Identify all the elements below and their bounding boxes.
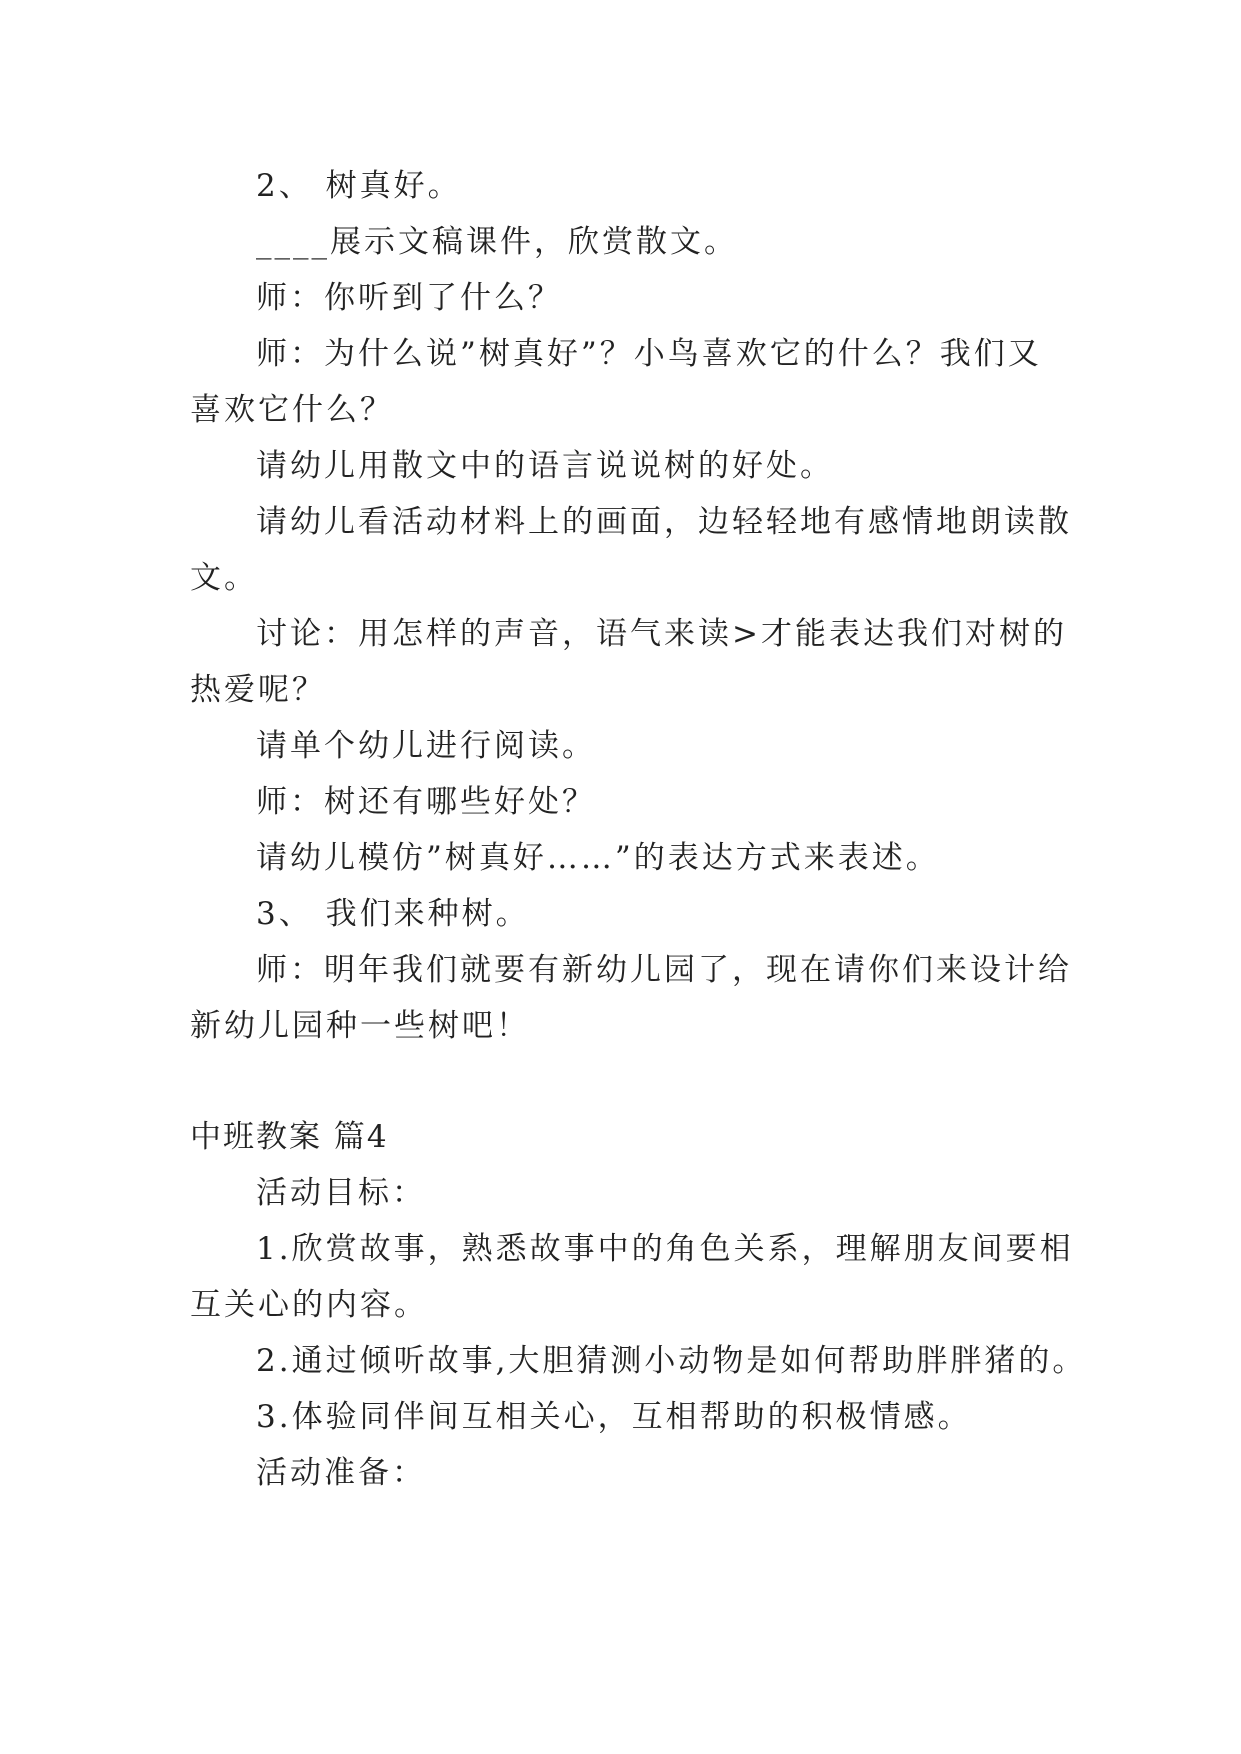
paragraph-line: 热爱呢？ <box>190 672 326 708</box>
paragraph-line: 请幼儿看活动材料上的画面，边轻轻地有感情地朗读散 <box>256 504 1072 540</box>
section-2-heading: 2、 树真好。 <box>256 168 462 204</box>
paragraph-line: ____展示文稿课件，欣赏散文。 <box>256 224 738 260</box>
goal-line: 1.欣赏故事，熟悉故事中的角色关系，理解朋友间要相 <box>256 1231 1074 1267</box>
paragraph-line: 新幼儿园种一些树吧！ <box>190 1008 530 1044</box>
activity-goals-heading: 活动目标： <box>256 1175 426 1211</box>
paragraph-line: 师：你听到了什么？ <box>256 280 562 316</box>
paragraph-line: 文。 <box>190 560 258 596</box>
goal-line: 2.通过倾听故事,大胆猜测小动物是如何帮助胖胖猪的。 <box>256 1343 1087 1379</box>
activity-preparation-heading: 活动准备： <box>256 1455 426 1491</box>
paragraph-line: 请幼儿用散文中的语言说说树的好处。 <box>256 448 834 484</box>
paragraph-line: 师：为什么说”树真好”？小鸟喜欢它的什么？我们又 <box>256 336 1042 372</box>
lesson-plan-title: 中班教案 篇4 <box>190 1119 389 1155</box>
goal-line: 3.体验同伴间互相关心，互相帮助的积极情感。 <box>256 1399 972 1435</box>
paragraph-line: 喜欢它什么？ <box>190 392 394 428</box>
paragraph-line: 请单个幼儿进行阅读。 <box>256 728 596 764</box>
paragraph-line: 师：明年我们就要有新幼儿园了，现在请你们来设计给 <box>256 952 1072 988</box>
paragraph-line: 师：树还有哪些好处？ <box>256 784 596 820</box>
paragraph-line: 讨论：用怎样的声音，语气来读>才能表达我们对树的 <box>256 616 1067 652</box>
paragraph-line: 请幼儿模仿”树真好……”的表达方式来表述。 <box>256 840 940 876</box>
section-3-heading: 3、 我们来种树。 <box>256 896 530 932</box>
goal-line: 互关心的内容。 <box>190 1287 428 1323</box>
